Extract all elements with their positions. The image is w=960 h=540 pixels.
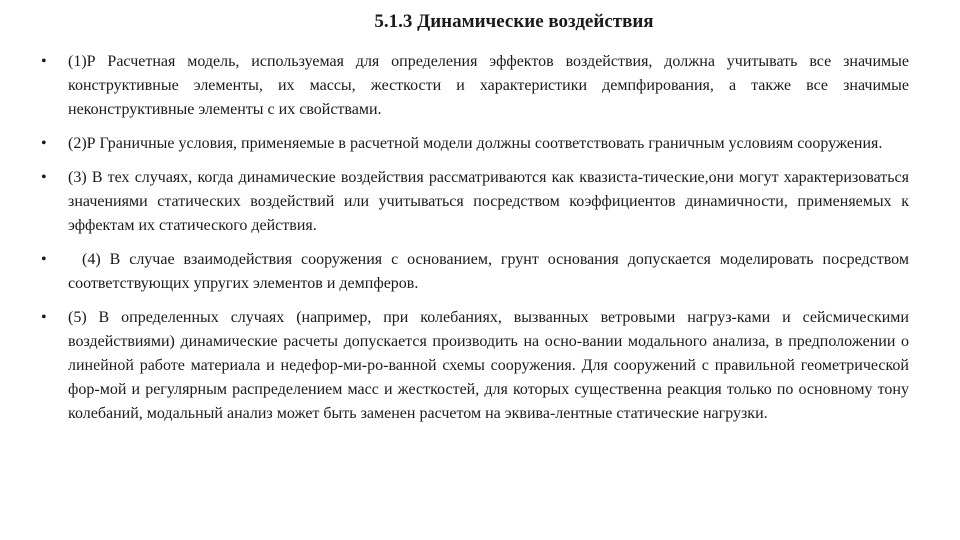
list-item	[41, 248, 909, 296]
slide-title: 5.1.3 Динамические воздействия	[374, 11, 654, 32]
bullet-list	[41, 50, 909, 436]
bullet-icon: •	[41, 169, 47, 186]
list-item-text: (4) В случае взаимодействия сооружения с основанием, грунт основания допускается моделировать посредством соответствующих упругих элементов и демпферов.	[68, 251, 909, 292]
list-item	[41, 166, 909, 238]
list-item-text: (1)Р Расчетная модель, используемая для определения эффектов воздействия, должна учитывать все значимые конструктивные элементы, их массы, жесткости и характеристики демпфирования, а также все значимые неконструктивные элементы с их свойствами.	[68, 53, 909, 118]
list-item-text: (5) В определенных случаях (например, при колебаниях, вызванных ветровыми нагруз-ками и сейсмическими воздействиями) динамические расчеты допускается производить на осно-вании модального анализа, в предположении о линейной работе материала и недефор-ми-ро-ванной схемы сооружения. Для сооружений с правильной геометрической фор-мой и регулярным распределением масс и жесткостей, для которых существенна реакция только по основному тону колебаний, модальный анализ может быть заменен расчетом на эквива-лентные статические нагрузки.	[68, 309, 909, 422]
bullet-icon: •	[41, 309, 47, 326]
bullet-icon: •	[41, 53, 47, 70]
list-item	[41, 50, 909, 122]
list-item-text: (3) В тех случаях, когда динамические воздействия рассматриваются как квазиста-тические,они могут характеризоваться значениями статических воздействий или учитываться посредством коэффициентов динамичности, применяемых к эффектам их статического действия.	[68, 169, 909, 234]
list-item	[41, 132, 909, 156]
bullet-icon: •	[41, 135, 47, 152]
list-item	[41, 306, 909, 426]
list-item-text: (2)Р Граничные условия, применяемые в расчетной модели должны соответствовать граничным условиям сооружения.	[68, 135, 883, 152]
bullet-icon: •	[41, 251, 47, 268]
